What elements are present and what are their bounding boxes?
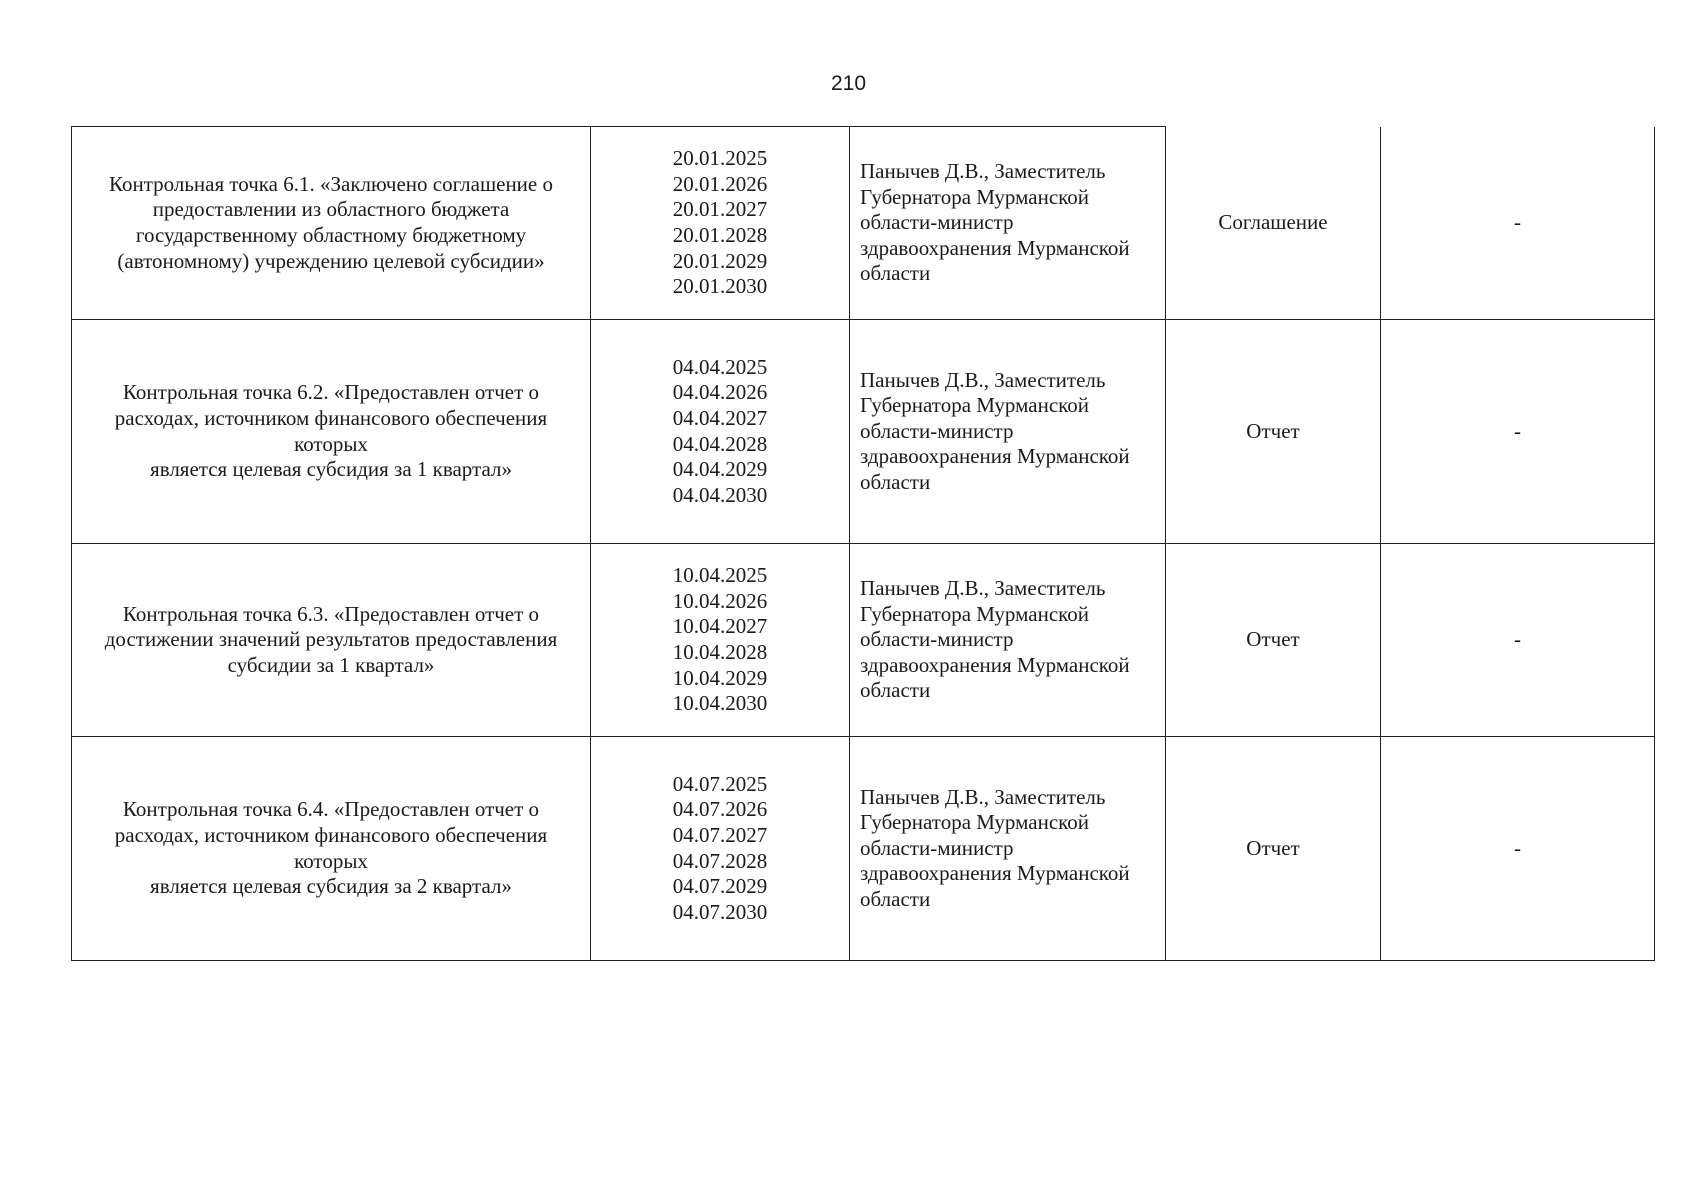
control-point-name-line: достижении значений результатов предоставления [104, 627, 558, 652]
deadline-date: 04.07.2030 [672, 899, 768, 924]
deadline-date: 10.04.2027 [672, 614, 768, 639]
control-point-name-line: расходах, источником финансового обеспечения [114, 405, 548, 430]
responsible-person-line: здравоохранения Мурманской [860, 235, 1130, 260]
control-point-name-cell [72, 737, 591, 961]
document-type-cell: Соглашение [1166, 127, 1381, 320]
page-number: 210 [830, 72, 867, 95]
note-cell: - [1381, 320, 1655, 544]
deadline-dates-cell [591, 544, 850, 737]
responsible-person-line: Губернатора Мурманской [860, 393, 1090, 418]
responsible-person-line: здравоохранения Мурманской [860, 861, 1130, 886]
responsible-person-line: области-министр [860, 627, 1014, 652]
responsible-person-line: Панычев Д.В., Заместитель [860, 159, 1106, 184]
control-point-name-cell [72, 127, 591, 320]
table-row [72, 544, 1655, 737]
deadline-date: 10.04.2030 [672, 691, 768, 716]
deadline-date: 10.04.2028 [672, 640, 768, 664]
table-row [72, 127, 1655, 320]
control-point-name-cell [72, 320, 591, 544]
deadline-date: 04.04.2029 [672, 457, 768, 482]
deadline-dates-cell [591, 737, 850, 961]
deadline-date: 04.04.2025 [672, 354, 768, 379]
responsible-person-line: области [860, 469, 931, 494]
responsible-person-line: здравоохранения Мурманской [860, 444, 1130, 469]
table-row [72, 320, 1655, 544]
deadline-date: 04.07.2025 [672, 771, 768, 796]
deadline-date: 20.01.2025 [672, 146, 768, 171]
deadline-date: 04.07.2026 [672, 797, 768, 822]
deadline-date: 04.04.2027 [672, 405, 768, 430]
responsible-person-line: области [860, 261, 931, 286]
document-type-cell: Отчет [1166, 320, 1381, 544]
responsible-person-cell [850, 320, 1166, 544]
control-points-table [71, 126, 1655, 961]
deadline-date: 20.01.2028 [672, 223, 768, 247]
control-point-name-line: Контрольная точка 6.3. «Предоставлен отчет о [122, 601, 540, 626]
responsible-person-line: Губернатора Мурманской [860, 184, 1090, 209]
deadline-date: 20.01.2029 [672, 248, 768, 273]
responsible-person-line: области-министр [860, 418, 1014, 443]
control-point-name-line: расходах, источником финансового обеспечения [114, 822, 548, 847]
deadline-date: 04.07.2027 [672, 822, 768, 847]
deadline-date: 04.04.2028 [672, 431, 768, 456]
control-point-name-line: которых [294, 431, 368, 456]
table-row [72, 737, 1655, 961]
deadline-date: 20.01.2026 [672, 171, 768, 196]
document-type-cell: Отчет [1166, 737, 1381, 961]
deadline-date: 04.04.2026 [672, 380, 768, 405]
responsible-person-line: Губернатора Мурманской [860, 601, 1090, 626]
responsible-person-line: Панычев Д.В., Заместитель [860, 367, 1106, 392]
responsible-person-cell [850, 544, 1166, 737]
control-point-name-line: Контрольная точка 6.2. «Предоставлен отчет о [122, 380, 540, 405]
responsible-person-cell [850, 737, 1166, 961]
control-point-name-cell [72, 544, 591, 737]
responsible-person-line: области [860, 678, 931, 703]
responsible-person-line: Панычев Д.В., Заместитель [860, 576, 1106, 601]
control-point-name-line: Контрольная точка 6.1. «Заключено соглашение о [109, 171, 553, 196]
responsible-person-line: области [860, 886, 931, 911]
deadline-date: 04.07.2028 [672, 848, 768, 873]
note-cell: - [1381, 544, 1655, 737]
note-cell: - [1381, 737, 1655, 961]
deadline-date: 20.01.2030 [672, 274, 768, 299]
deadline-date: 10.04.2025 [672, 563, 768, 588]
responsible-person-line: области-министр [860, 835, 1014, 860]
control-point-name-line: является целевая субсидия за 1 квартал» [150, 457, 512, 482]
responsible-person-line: Панычев Д.В., Заместитель [860, 784, 1106, 809]
document-type-cell: Отчет [1166, 544, 1381, 737]
deadline-date: 04.07.2029 [672, 874, 768, 899]
control-point-name-line: субсидии за 1 квартал» [227, 652, 435, 677]
control-point-name-line: (автономному) учреждению целевой субсидии» [117, 248, 545, 273]
deadline-dates-cell [591, 320, 850, 544]
responsible-person-cell [850, 127, 1166, 320]
responsible-person-line: области-министр [860, 210, 1014, 235]
deadline-date: 10.04.2026 [672, 588, 768, 613]
note-cell: - [1381, 127, 1655, 320]
responsible-person-line: здравоохранения Мурманской [860, 652, 1130, 677]
control-point-name-line: Контрольная точка 6.4. «Предоставлен отчет о [122, 797, 540, 822]
deadline-date: 20.01.2027 [672, 197, 768, 222]
control-point-name-line: является целевая субсидия за 2 квартал» [150, 874, 512, 899]
control-point-name-line: предоставлении из областного бюджета [152, 197, 510, 222]
responsible-person-line: Губернатора Мурманской [860, 810, 1090, 835]
control-point-name-line: которых [294, 848, 368, 873]
deadline-dates-cell [591, 127, 850, 320]
control-point-name-line: государственному областному бюджетному [135, 223, 527, 247]
deadline-date: 10.04.2029 [672, 665, 768, 690]
deadline-date: 04.04.2030 [672, 482, 768, 507]
